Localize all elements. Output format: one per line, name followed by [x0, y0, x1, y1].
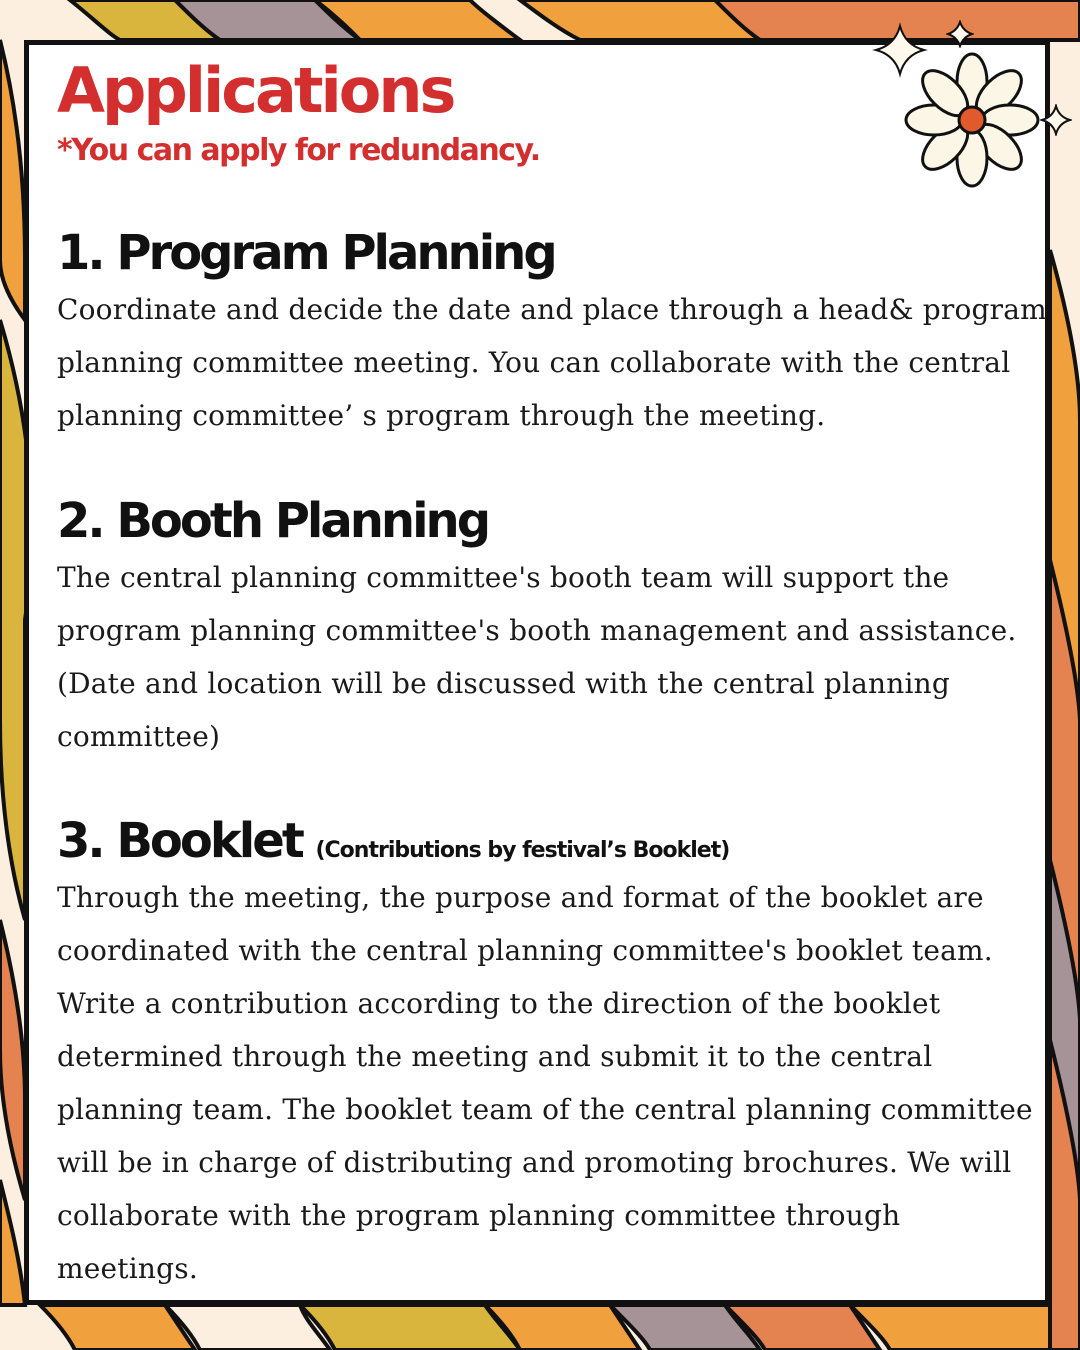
content-card	[24, 40, 1050, 1305]
section-body: Coordinate and decide the date and place through a head& program planning committee meeting. You can collaborate with the central planning committee’ s program through the meeting.	[57, 292, 1047, 432]
sparkle-icon	[1040, 104, 1072, 136]
section-heading: 1. Program Planning	[57, 225, 555, 281]
section-heading-note: (Contributions by festival’s Booklet)	[315, 838, 730, 863]
section-booth-planning	[57, 493, 1047, 763]
section-heading-main: 3. Booklet	[57, 813, 302, 869]
sparkle-icon	[872, 22, 928, 78]
section-body: Through the meeting, the purpose and format of the booklet are coordinated with the central planning committee's booklet team. Write a contribution according to the direction of the booklet determined through the meeting and submit it to the central planning team. The booklet team of the central planning committee will be in charge of distributing and promoting brochures. We will collaborate with the program planning committee through meetings.	[57, 880, 1033, 1285]
section-heading	[57, 813, 1047, 871]
section-program-planning	[57, 225, 1047, 442]
section-heading: 2. Booth Planning	[57, 493, 489, 549]
page-title: Applications	[57, 54, 454, 127]
section-booklet	[57, 813, 1047, 1295]
sparkle-icon	[946, 20, 974, 48]
section-body: The central planning committee's booth team will support the program planning committee's booth management and assistance. (Date and location will be discussed with the central planning committee)	[57, 560, 1017, 753]
page-subtitle: *You can apply for redundancy.	[57, 133, 540, 168]
